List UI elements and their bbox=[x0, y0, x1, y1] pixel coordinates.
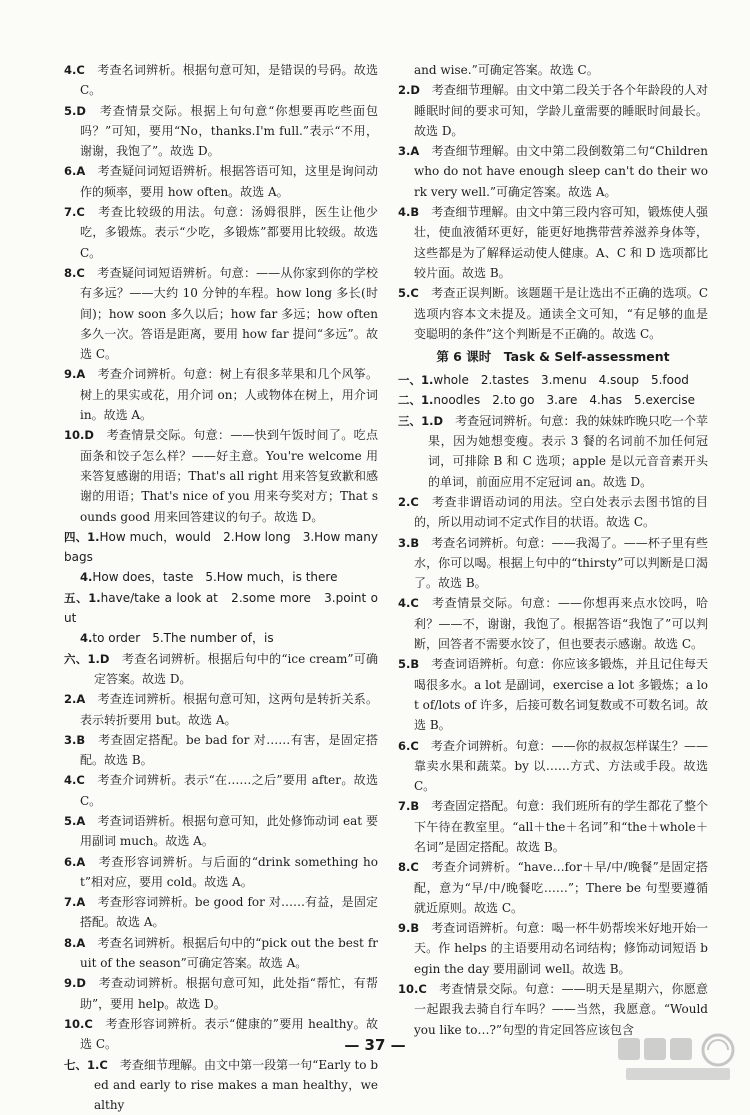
item-number: 5.C bbox=[398, 286, 419, 301]
item-text: 考查正误判断。该题题干是让选出不正确的选项。C 选项内容本文未提及。通读全文可知，“有足够的血是变聪明的条件”这个判断是不正确的。故选 C。 bbox=[414, 286, 708, 341]
item-text: 考查疑问词短语辨析。句意：——从你家到你的学校有多远？——大约 10 分钟的车程。how long 多长(时间)；how soon 多久以后；how far 多远；how often 多久一次。答语是距离，要用 how far 提问“多远”。故选 C。 bbox=[80, 265, 378, 362]
item-number: 二、1. bbox=[398, 393, 434, 408]
item-number: 10.D bbox=[64, 428, 94, 443]
answer-item bbox=[64, 425, 378, 526]
answer-item bbox=[64, 628, 378, 648]
item-text: 考查名词辨析。根据句意可知，是错误的号码。故选 C。 bbox=[80, 63, 378, 98]
item-text: 考查名词辨析。句意：——我渴了。——杯子里有些水，你可以喝。根据上句中的“thirsty”可以判断是口渴了。故选 B。 bbox=[414, 535, 708, 591]
item-text: 考查疑问词短语辨析。根据答语可知，这里是询问动作的频率，要用 how often。故选 A。 bbox=[80, 164, 378, 199]
item-number: 2.D bbox=[398, 83, 420, 98]
answer-item bbox=[398, 857, 708, 918]
item-number: 4. bbox=[80, 631, 93, 646]
item-number: 8.A bbox=[64, 935, 86, 950]
item-number: 7.B bbox=[398, 799, 420, 814]
item-number: 4.C bbox=[64, 63, 85, 77]
item-number: 2.C bbox=[398, 494, 419, 509]
item-number: 9.B bbox=[398, 921, 420, 936]
answer-item bbox=[398, 736, 708, 797]
item-text: 考查固定搭配。句意：我们班所有的学生都花了整个下午待在教室里。“all＋the＋名词”和“the＋whole＋名词”是固定搭配。故选 B。 bbox=[414, 799, 708, 854]
item-number: 一、1. bbox=[398, 373, 434, 388]
answer-item bbox=[64, 770, 378, 811]
answer-item bbox=[64, 730, 378, 771]
item-text: 考查词语辨析。句意：喝一杯牛奶帮埃米好地开始一天。作 helps 的主语要用动名词结构；修饰动词短语 begin the day 要用副词 well。故选 B。 bbox=[414, 921, 708, 976]
item-number: 四、1. bbox=[64, 529, 100, 544]
item-text: and wise.”可确定答案。故选 C。 bbox=[414, 63, 599, 77]
item-text: 考查连词辨析。根据句意可知，这两句是转折关系。表示转折要用 but。故选 A。 bbox=[80, 692, 378, 727]
item-number: 4.B bbox=[398, 205, 420, 220]
item-number: 七、1.C bbox=[64, 1057, 108, 1072]
answer-item bbox=[398, 654, 708, 735]
item-number: 3.A bbox=[398, 144, 420, 159]
item-text: 考查比较级的用法。句意：汤姆很胖，医生让他少吃，多锻炼。表示“少吃，多锻炼”都要用比较级。故选 C。 bbox=[80, 205, 378, 260]
item-text: 考查介词辨析。表示“在……之后”要用 after。故选 C。 bbox=[80, 773, 378, 808]
answer-item bbox=[64, 811, 378, 852]
item-number: 10.C bbox=[398, 982, 427, 997]
item-text: 考查介词辨析。句意：树上有很多苹果和几个风筝。树上的果实或花，用介词 on；人或物体在树上，用介词 in。故选 A。 bbox=[80, 367, 378, 423]
item-text: 考查情景交际。根据上句句意“你想要再吃些面包吗？”可知，要用“No，thanks.I'm full.”表示“不用，谢谢，我饱了”。故选 D。 bbox=[80, 103, 378, 159]
item-number: 4. bbox=[80, 570, 93, 585]
item-text: 考查情景交际。句意：——明天是星期六，你愿意一起跟我去骑自行车吗？——当然，我愿意。“Would you like to…?”句型的肯定回答应该包含 bbox=[414, 982, 708, 1037]
answer-item bbox=[64, 973, 378, 1014]
answer-item bbox=[64, 527, 378, 568]
item-number: 6.A bbox=[64, 164, 86, 179]
item-text: 考查词语辨析。句意：你应该多锻炼，并且记住每天喝很多水。a lot 是副词，exercise a lot 多锻炼；a lot of/lots of 许多，后接可数名词复数或不可数名词。故选 B。 bbox=[414, 657, 708, 733]
item-text: 考查形容词辨析。与后面的“drink something hot”相对应，要用 cold。故选 A。 bbox=[80, 854, 378, 889]
item-number: 2.A bbox=[64, 692, 86, 707]
item-text: to order 5.The number of，is bbox=[92, 631, 274, 646]
answer-item bbox=[398, 141, 708, 202]
item-number: 9.A bbox=[64, 367, 86, 382]
item-number: 8.C bbox=[64, 265, 85, 280]
item-number: 5.B bbox=[398, 657, 420, 672]
answer-item bbox=[64, 852, 378, 893]
section-title: 第 6 课时 Task & Self-assessment bbox=[436, 349, 670, 365]
left-column bbox=[64, 60, 378, 1115]
page-number: — 37 — bbox=[344, 1036, 406, 1054]
item-text: 考查情景交际。句意：——快到午饭时间了。吃点面条和饺子怎么样？——好主意。You're welcome 用来答复感谢的用语；That's all right 用来答复致歉和感谢的用语；That's nice of you 用来夸奖对方；That sounds good 用来回答建议的句子。故选 D。 bbox=[80, 428, 378, 524]
answer-item bbox=[64, 263, 378, 364]
item-number: 6.C bbox=[398, 738, 419, 753]
item-number: 9.D bbox=[64, 976, 86, 991]
item-number: 4.C bbox=[64, 773, 85, 788]
item-number: 五、1. bbox=[64, 590, 101, 605]
item-number: 5.D bbox=[64, 103, 86, 118]
answer-item bbox=[398, 593, 708, 654]
answer-item bbox=[64, 161, 378, 202]
answer-item bbox=[64, 689, 378, 730]
answer-item bbox=[398, 202, 708, 283]
answer-item bbox=[64, 933, 378, 974]
item-number: 7.C bbox=[64, 205, 85, 220]
item-text: 考查冠词辨析。句意：我的妹妹昨晚只吃一个苹果，因为她想变瘦。表示 3 餐的名词前不加任何冠词，可排除 B 和 C 选项；apple 是以元音音素开头的单词，前面应用不定冠词 an。故选 D。 bbox=[428, 413, 708, 489]
answer-item bbox=[398, 492, 708, 533]
item-text: How much，would 2.How long 3.How many bags bbox=[64, 529, 378, 565]
answer-item bbox=[64, 101, 378, 162]
item-text: whole 2.tastes 3.menu 4.soup 5.food bbox=[433, 373, 689, 388]
answer-item bbox=[64, 588, 378, 629]
answer-item bbox=[64, 567, 378, 587]
item-text: 考查细节理解。由文中第二段关于各个年龄段的人对睡眠时间的要求可知，学龄儿童需要的睡眠时间最长。故选 D。 bbox=[414, 83, 708, 138]
item-text: 考查形容词辨析。表示“健康的”要用 healthy。故选 C。 bbox=[80, 1016, 378, 1052]
item-text: 考查细节理解。由文中第一段第一句“Early to bed and early to rise makes a man healthy，wealthy bbox=[94, 1057, 379, 1113]
item-text: 考查介词辨析。“have…for＋早/中/晚餐”是固定搭配，意为“早/中/晚餐吃……”；There be 句型要遵循就近原则。故选 C。 bbox=[414, 860, 708, 915]
answer-item bbox=[64, 364, 378, 425]
item-number: 3.B bbox=[64, 732, 86, 747]
answer-item bbox=[398, 411, 708, 492]
item-number: 六、1.D bbox=[64, 651, 110, 666]
item-text: have/take a look at 2.some more 3.point out bbox=[64, 590, 378, 626]
answer-item bbox=[64, 202, 378, 263]
item-number: 3.B bbox=[398, 535, 420, 550]
answer-item bbox=[398, 918, 708, 979]
item-text: 考查形容词辨析。be good for 对……有益，是固定搭配。故选 A。 bbox=[80, 895, 378, 930]
item-text: 考查情景交际。句意：——你想再来点水饺吗，哈利？——不，谢谢，我饱了。根据答语“我饱了”可以判断，回答者不需要水饺了，但也要表示感谢。故选 C。 bbox=[414, 596, 708, 652]
item-number: 6.A bbox=[64, 854, 86, 869]
answer-item bbox=[398, 796, 708, 857]
item-number: 三、1.D bbox=[398, 413, 444, 428]
item-text: 考查名词辨析。根据后句中的“pick out the best fruit of the season”可确定答案。故选 A。 bbox=[80, 935, 378, 971]
item-number: 5.A bbox=[64, 813, 86, 828]
item-text: 考查词语辨析。根据句意可知，此处修饰动词 eat 要用副词 much。故选 A。 bbox=[80, 813, 378, 849]
item-text: 考查介词辨析。句意：——你的叔叔怎样谋生？——靠卖水果和蔬菜。by 以……方式、方法或手段。故选 C。 bbox=[414, 738, 708, 794]
watermark-logo bbox=[612, 1030, 744, 1086]
answer-item bbox=[398, 390, 708, 410]
answer-item bbox=[398, 80, 708, 141]
answer-item bbox=[64, 1055, 378, 1115]
right-column bbox=[398, 60, 708, 1040]
answer-item bbox=[398, 60, 708, 80]
item-text: 考查细节理解。由文中第二段倒数第二句“Children who do not have enough sleep can't do their work very well.”可确定答案。故选 A。 bbox=[414, 144, 708, 199]
answer-item bbox=[398, 533, 708, 594]
answer-item bbox=[64, 892, 378, 933]
item-text: How does，taste 5.How much，is there bbox=[92, 570, 338, 585]
answer-item bbox=[64, 649, 378, 690]
item-number: 4.C bbox=[398, 596, 419, 611]
answer-item bbox=[398, 370, 708, 390]
item-text: 考查细节理解。由文中第三段内容可知，锻炼使人强壮，使血液循环更好，能更好地携带营养滋养身体等，这些都是为了解释运动使人健康。A、C 和 D 选项都比较片面。故选 B。 bbox=[414, 205, 708, 280]
item-text: noodles 2.to go 3.are 4.has 5.exercise bbox=[433, 393, 696, 408]
watermark-icon bbox=[612, 1030, 744, 1086]
item-text: 考查非谓语动词的用法。空白处表示去图书馆的目的，所以用动词不定式作目的状语。故选 C。 bbox=[414, 494, 708, 530]
item-text: 考查动词辨析。根据句意可知，此处指“帮忙，有帮助”，要用 help。故选 D。 bbox=[80, 976, 378, 1011]
item-text: 考查固定搭配。be bad for 对……有害，是固定搭配。故选 B。 bbox=[80, 732, 378, 768]
item-number: 10.C bbox=[64, 1016, 93, 1031]
item-text: 考查名词辨析。根据后句中的“ice cream”可确定答案。故选 D。 bbox=[94, 651, 379, 686]
item-number: 7.A bbox=[64, 895, 86, 910]
answer-item bbox=[64, 60, 378, 101]
item-number: 8.C bbox=[398, 860, 419, 875]
answer-item bbox=[398, 283, 708, 344]
